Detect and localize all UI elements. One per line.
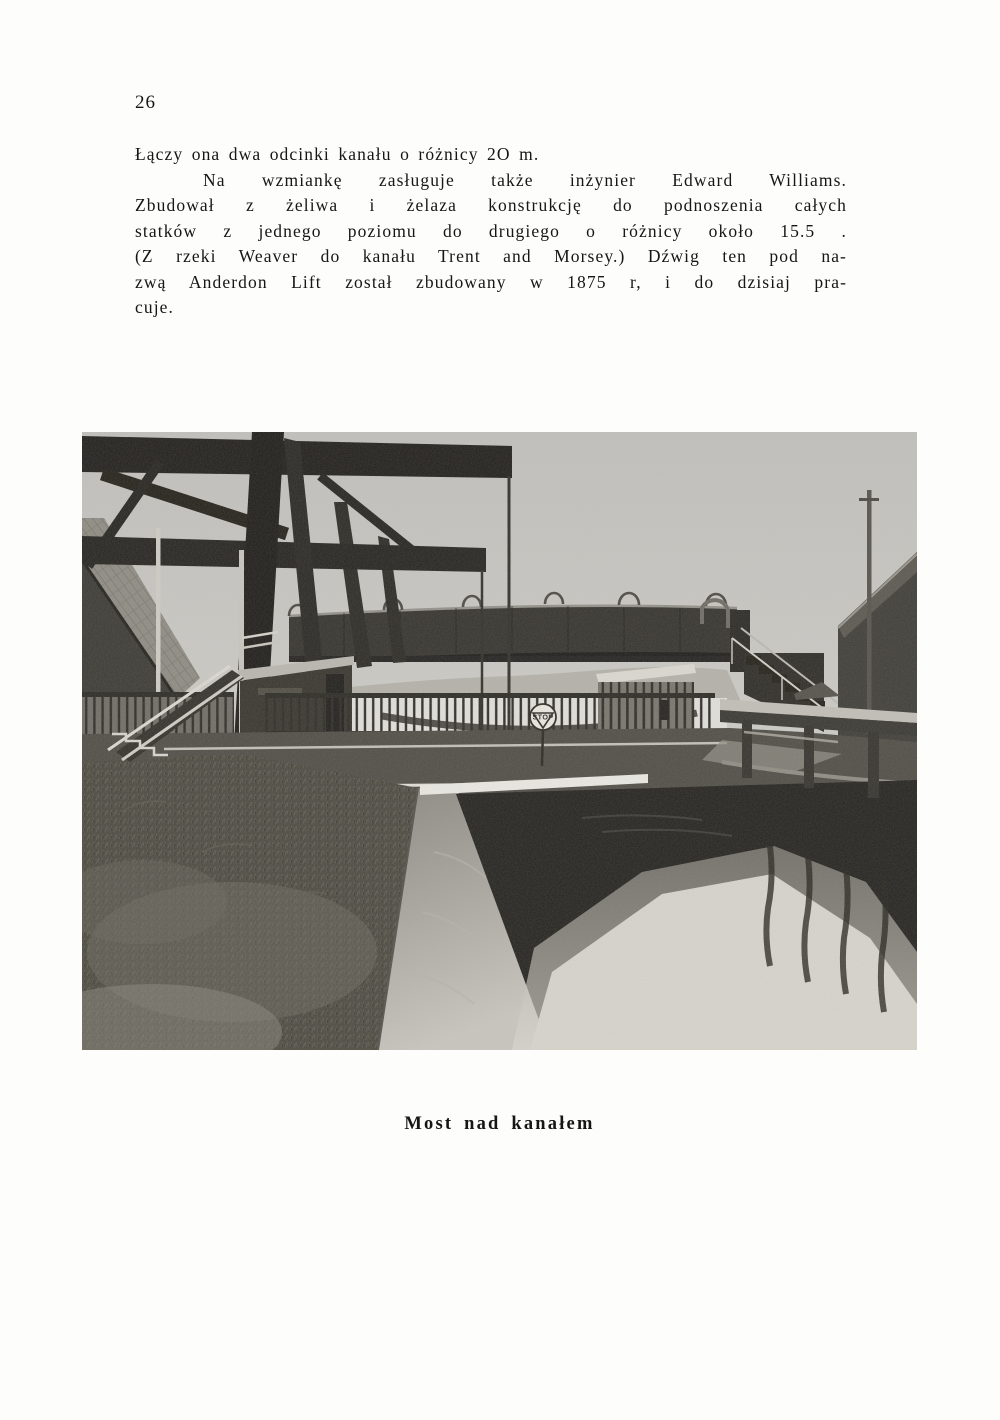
canal-bridge-photograph: [82, 432, 917, 1050]
photo-illustration: [82, 432, 917, 1050]
text-line: Zbudował z żeliwa i żelaza konstrukcję do podnoszenia całych: [135, 195, 847, 215]
photo-caption: Most nad kanałem: [404, 1114, 595, 1134]
text-line: Na wzmiankę zasługuje także inżynier Edward Williams.: [203, 169, 847, 190]
paragraph-block: [135, 142, 847, 321]
text-line: (Z rzeki Weaver do kanału Trent and Morsey.) Dźwig ten pod na-: [135, 246, 847, 266]
text-line: statków z jednego poziomu do drugiego o różnicy około 15.5 .: [135, 220, 847, 241]
page-number: 26: [135, 92, 156, 113]
text-line: Łączy ona dwa odcinki kanału o różnicy 2O m.: [135, 144, 540, 164]
film-grain-overlay: [82, 432, 917, 1050]
stop-sign-label: STOP: [532, 712, 554, 722]
text-line: cuje.: [135, 297, 175, 317]
text-line: zwą Anderdon Lift został zbudowany w 1875 r, i do dzisiaj pra-: [135, 271, 847, 292]
